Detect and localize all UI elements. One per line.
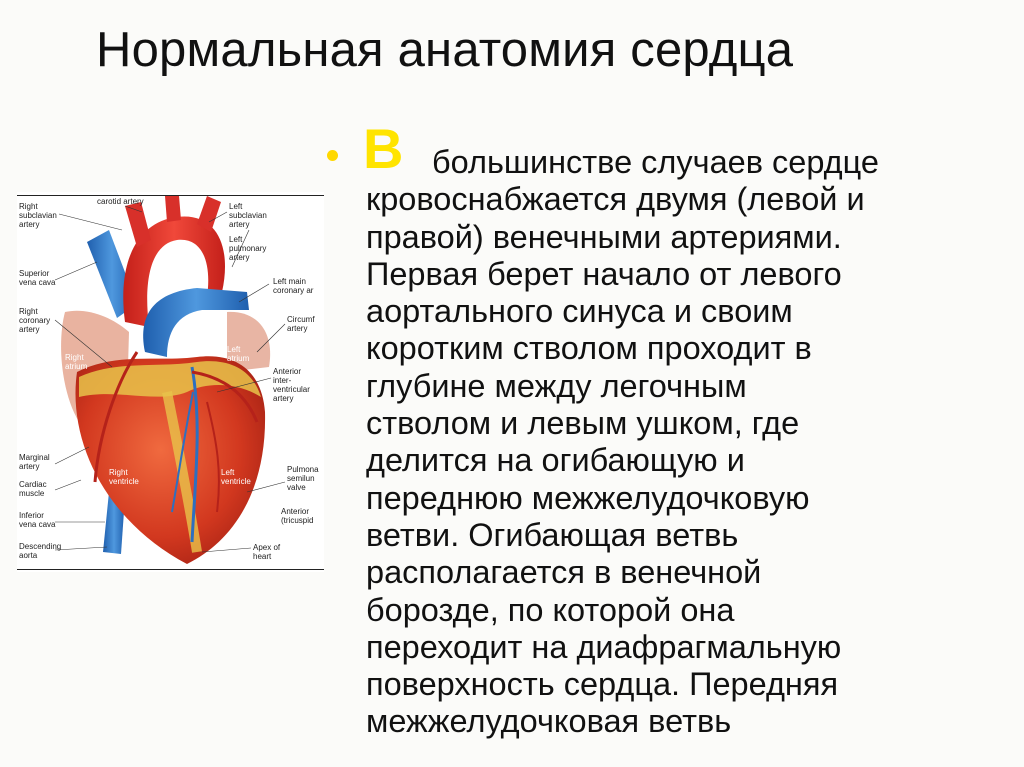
paragraph-line: ветви. Огибающая ветвь (366, 516, 739, 553)
label-left-main-coronary: Left main coronary ar (273, 277, 314, 295)
paragraph-line: Первая берет начало от левого (366, 255, 842, 292)
paragraph-line: делится на огибающую и (366, 442, 745, 479)
paragraph-line: большинстве случаев сердце (432, 144, 879, 180)
label-right-ventricle: Right ventricle (109, 468, 139, 486)
label-right-atrium: Right atrium (65, 353, 88, 371)
paragraph-line: межжелудочковая ветвь (366, 703, 732, 740)
paragraph-line: коротким стволом проходит в (366, 330, 812, 367)
heart-anatomy-figure (17, 192, 324, 572)
label-pulmonary-semilunar-valve: Pulmona semilun valve (287, 465, 319, 492)
bullet-dot-icon (327, 150, 338, 161)
label-left-pulmonary: Left pulmonary artery (229, 235, 267, 262)
paragraph-line: глубине между легочным (366, 367, 747, 404)
label-anterior-tricuspid: Anterior (tricuspid (281, 507, 314, 525)
label-left-ventricle: Left ventricle (221, 468, 251, 486)
label-descending-aorta: Descending aorta (19, 542, 62, 560)
label-marginal-artery: Marginal artery (19, 453, 50, 471)
label-carotid-artery: carotid artery (97, 197, 144, 206)
label-anterior-interventricular: Anterior inter-ventricular artery (273, 367, 310, 403)
label-superior-vena-cava: Superior vena cava (19, 269, 56, 287)
paragraph-line: переднюю межжелудочковую (366, 479, 810, 516)
paragraph-line: переходит на диафрагмальную (366, 628, 842, 665)
paragraph-line: аортального синуса и своим (366, 293, 793, 330)
paragraph-line: поверхность сердца. Передняя (366, 666, 839, 703)
heart-illustration (17, 192, 324, 572)
label-apex-of-heart: Apex of heart (253, 543, 281, 561)
paragraph-line: правой) венечными артериями. (366, 218, 842, 255)
label-right-coronary: Right coronary artery (19, 307, 51, 334)
paragraph-line: кровоснабжается двумя (левой и (366, 181, 865, 218)
label-left-subclavian: Left subclavian artery (229, 202, 267, 229)
label-left-atrium: Left atrium (227, 345, 250, 363)
paragraph-line: располагается в венечной (366, 554, 762, 591)
label-cardiac-muscle: Cardiac muscle (19, 480, 47, 498)
label-circumflex: Circumf artery (287, 315, 315, 333)
label-inferior-vena-cava: Inferior vena cava (19, 511, 56, 529)
paragraph-line: борозде, по которой она (366, 591, 735, 628)
slide-title: Нормальная анатомия сердца (96, 23, 794, 77)
label-right-subclavian: Right subclavian artery (19, 202, 57, 229)
drop-cap-letter: В (363, 117, 404, 180)
paragraph-text (366, 144, 1006, 741)
paragraph-line: стволом и левым ушком, где (366, 405, 800, 442)
